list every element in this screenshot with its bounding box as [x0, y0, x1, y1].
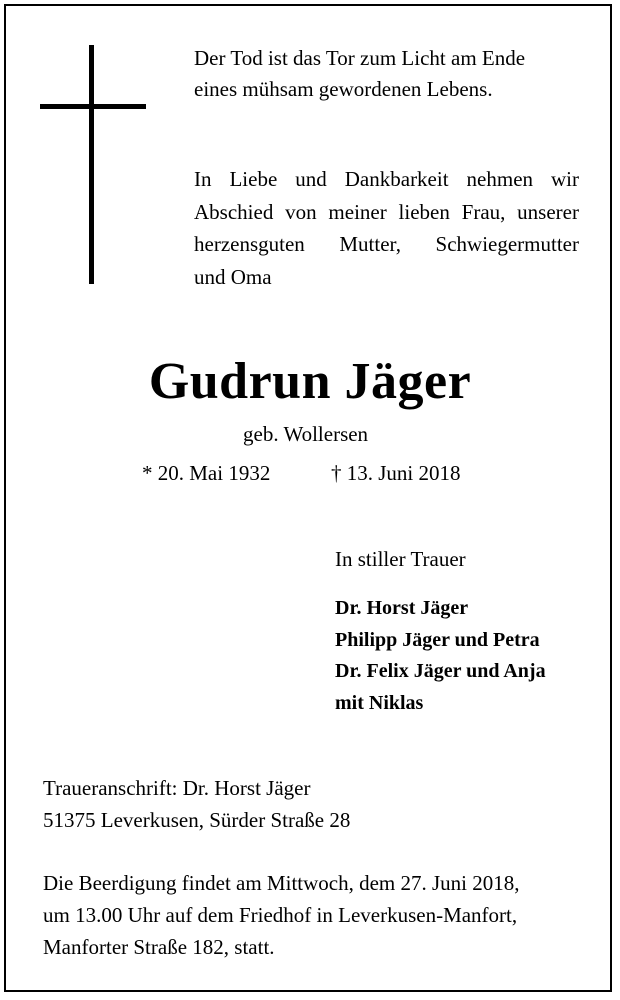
birth-date: * 20. Mai 1932: [142, 461, 271, 485]
farewell-text: [194, 163, 579, 293]
deceased-name: Gudrun Jäger: [148, 353, 472, 410]
epitaph-line: Der Tod ist das Tor zum Licht am Ende: [194, 46, 526, 70]
mourner-name: Philipp Jäger und Petra: [335, 628, 540, 651]
mourners-list: [335, 593, 546, 719]
farewell-line: Abschied von meiner lieben Frau, unserer: [194, 199, 579, 224]
mourning-address: [43, 772, 350, 836]
farewell-line: und Oma: [194, 264, 272, 289]
mourner-name: mit Niklas: [335, 691, 424, 714]
death-date: † 13. Juni 2018: [331, 461, 461, 485]
address-line: 51375 Leverkusen, Sürder Straße 28: [43, 808, 351, 832]
notice-border: [4, 4, 612, 992]
farewell-line: herzensguten Mutter, Schwiegermutter: [194, 232, 579, 256]
funeral-line: um 13.00 Uhr auf dem Friedhof in Leverkusen-Manfort,: [43, 903, 518, 927]
funeral-details: [43, 867, 583, 963]
funeral-line: Manforter Straße 182, statt.: [43, 935, 275, 959]
epitaph-line: eines mühsam gewordenen Lebens.: [194, 77, 493, 101]
cross-vertical-bar: [89, 45, 94, 284]
address-line: Traueranschrift: Dr. Horst Jäger: [43, 776, 311, 800]
farewell-line: In Liebe und Dankbarkeit nehmen wir: [194, 167, 579, 191]
mourning-intro: In stiller Trauer: [335, 547, 466, 571]
epitaph-quote: [194, 43, 557, 105]
mourner-name: Dr. Horst Jäger: [335, 597, 469, 619]
birth-name: geb. Wollersen: [243, 422, 369, 446]
cross-horizontal-bar: [40, 104, 146, 109]
mourner-name: Dr. Felix Jäger und Anja: [335, 660, 546, 682]
funeral-line: Die Beerdigung findet am Mittwoch, dem 27. Juni 2018,: [43, 871, 520, 895]
